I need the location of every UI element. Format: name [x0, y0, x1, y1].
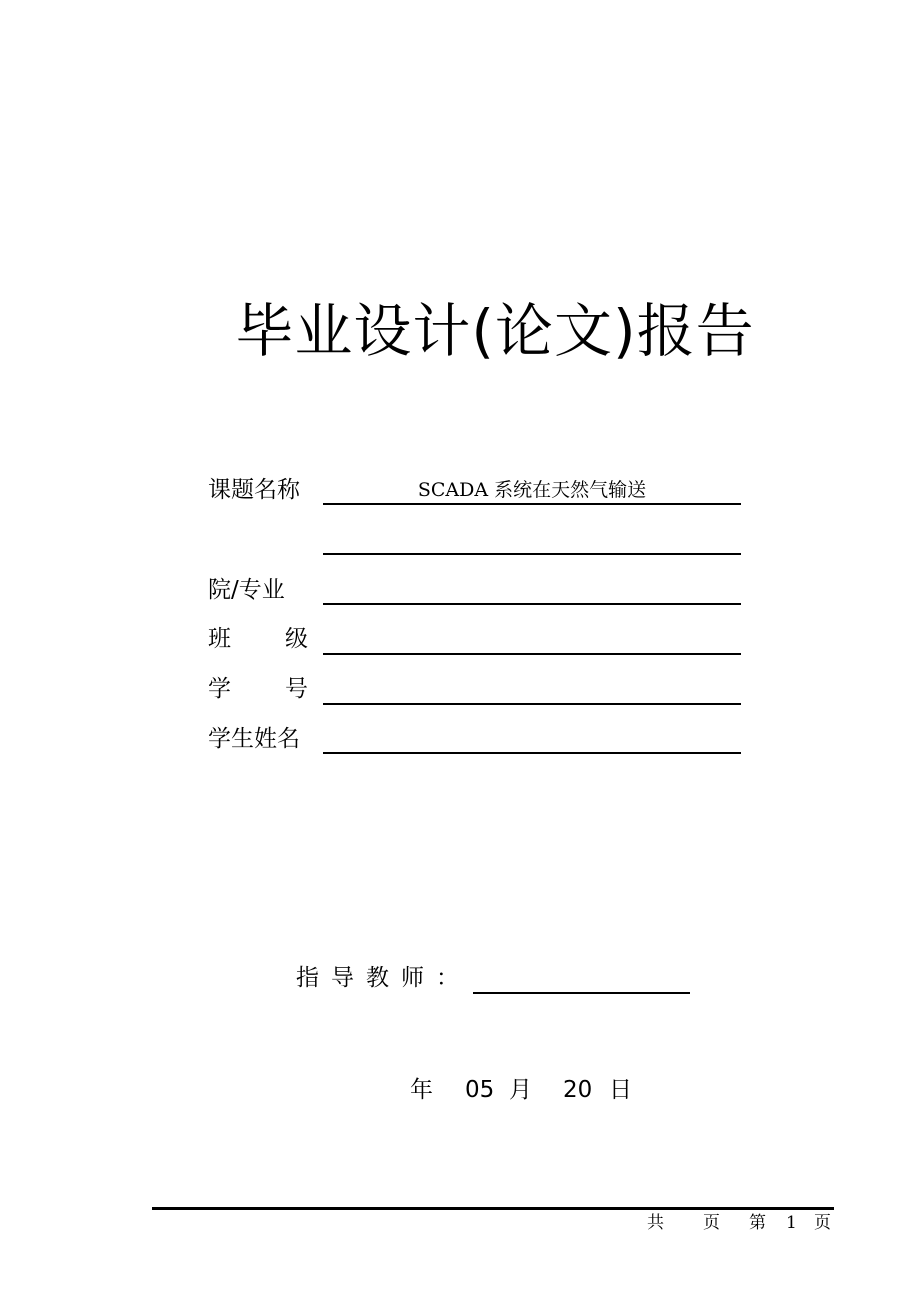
footer-page-char-1: 页 — [703, 1213, 720, 1233]
student-name-line — [323, 752, 741, 754]
footer-total-char: 共 — [647, 1213, 664, 1233]
major-label: 院/专业 — [208, 577, 285, 603]
topic-line — [323, 503, 741, 505]
class-label-char-1: 班 — [208, 626, 231, 652]
footer-ordinal-char: 第 — [749, 1213, 766, 1233]
cover-title: 毕业设计(论文)报告 — [235, 297, 755, 365]
advisor-label: 指导教师： — [296, 965, 471, 991]
topic-line-continued — [323, 553, 741, 555]
date-month-value: 05 — [465, 1077, 495, 1103]
footer-rule — [152, 1207, 834, 1210]
student-id-label-char-1: 学 — [208, 676, 231, 702]
date-day-char: 日 — [609, 1077, 632, 1103]
student-id-line — [323, 703, 741, 705]
student-id-label — [208, 675, 308, 703]
student-name-label: 学生姓名 — [208, 726, 300, 752]
advisor-line — [473, 992, 690, 994]
topic-value: SCADA 系统在天然气输送 — [417, 479, 647, 501]
topic-label: 课题名称 — [208, 477, 300, 503]
class-label-char-2: 级 — [285, 626, 308, 652]
class-line — [323, 653, 741, 655]
date-day-value: 20 — [563, 1077, 593, 1103]
footer-page-char-2: 页 — [814, 1213, 831, 1233]
date-month-char: 月 — [509, 1077, 532, 1103]
class-label — [208, 625, 308, 653]
student-id-label-char-2: 号 — [285, 676, 308, 702]
major-line — [323, 603, 741, 605]
date-year-char: 年 — [410, 1077, 433, 1103]
footer-page-number: 1 — [786, 1213, 797, 1233]
